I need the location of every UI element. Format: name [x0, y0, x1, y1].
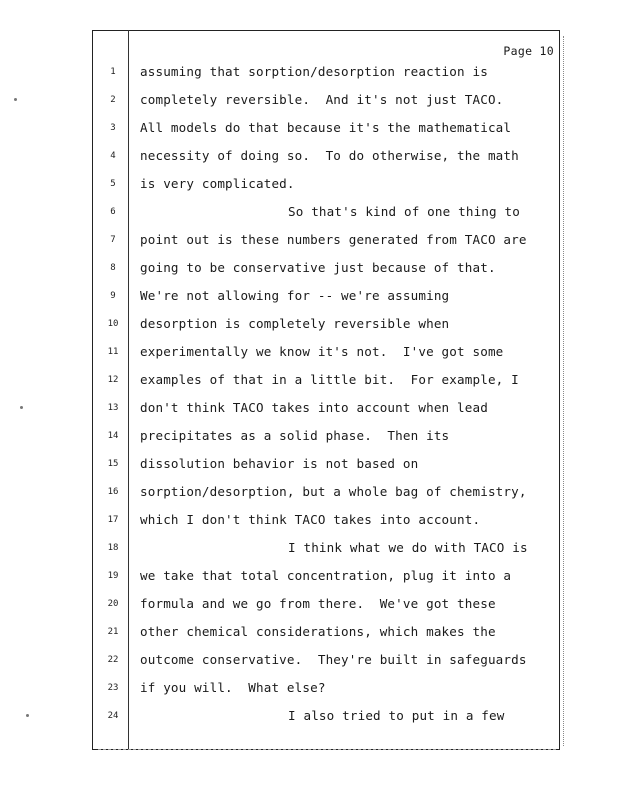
line-number: 22: [107, 655, 119, 665]
line-text: sorption/desorption, but a whole bag of chemistry,: [140, 484, 527, 499]
line-number: 6: [110, 207, 116, 217]
line-number: 3: [110, 123, 116, 133]
line-number: 7: [110, 235, 116, 245]
transcript-line: [92, 170, 560, 198]
line-text: dissolution behavior is not based on: [140, 456, 419, 471]
transcript-line: [92, 114, 560, 142]
transcript-line: [92, 58, 560, 86]
transcript-line: [92, 702, 560, 730]
transcript-line: [92, 86, 560, 114]
line-number: 23: [107, 683, 119, 693]
line-number: 9: [110, 291, 116, 301]
line-number: 18: [107, 543, 119, 553]
transcript-line: [92, 226, 560, 254]
line-text: completely reversible. And it's not just TACO.: [140, 92, 504, 107]
transcript-line: [92, 618, 560, 646]
transcript-line: [92, 310, 560, 338]
line-number: 4: [110, 151, 116, 161]
line-text: examples of that in a little bit. For example, I: [140, 372, 519, 387]
line-number: 17: [107, 515, 119, 525]
line-text: All models do that because it's the mathematical: [140, 120, 512, 135]
line-number: 20: [107, 599, 119, 609]
line-number: 21: [107, 627, 119, 637]
transcript-line: [92, 142, 560, 170]
line-text: going to be conservative just because of that.: [140, 260, 496, 275]
line-text: formula and we go from there. We've got these: [140, 596, 496, 611]
line-text: assuming that sorption/desorption reaction is: [140, 64, 488, 79]
line-text: point out is these numbers generated from TACO are: [140, 232, 527, 247]
scan-speck: [26, 714, 29, 717]
transcript-line: [92, 282, 560, 310]
line-number: 2: [110, 95, 116, 105]
transcript-line: [92, 422, 560, 450]
transcript-line: [92, 450, 560, 478]
line-text: is very complicated.: [140, 176, 295, 191]
transcript-line: [92, 590, 560, 618]
line-number: 11: [107, 347, 119, 357]
line-text: desorption is completely reversible when: [140, 316, 450, 331]
line-text: precipitates as a solid phase. Then its: [140, 428, 450, 443]
line-number: 19: [107, 571, 119, 581]
line-text: So that's kind of one thing to: [288, 204, 520, 219]
footer-rule: [98, 749, 556, 750]
line-text: experimentally we know it's not. I've got some: [140, 344, 504, 359]
transcript-line: [92, 478, 560, 506]
transcript-line: [92, 674, 560, 702]
scan-speck: [14, 98, 17, 101]
line-number: 24: [107, 711, 119, 721]
transcript-line: [92, 562, 560, 590]
transcript-lines: [92, 58, 560, 730]
line-text: don't think TACO takes into account when lead: [140, 400, 488, 415]
line-number: 1: [110, 67, 116, 77]
line-number: 12: [107, 375, 119, 385]
transcript-line: [92, 254, 560, 282]
line-number: 8: [110, 263, 116, 273]
page-number: Page 10: [503, 44, 554, 58]
transcript-line: [92, 394, 560, 422]
line-number: 14: [107, 431, 119, 441]
transcript-line: [92, 506, 560, 534]
line-text: other chemical considerations, which makes the: [140, 624, 496, 639]
line-text: if you will. What else?: [140, 680, 326, 695]
transcript-line: [92, 534, 560, 562]
line-number: 15: [107, 459, 119, 469]
line-text: I think what we do with TACO is: [288, 540, 528, 555]
scan-speck: [20, 406, 23, 409]
line-text: We're not allowing for -- we're assuming: [140, 288, 450, 303]
transcript-line: [92, 198, 560, 226]
transcript-line: [92, 366, 560, 394]
line-number: 10: [107, 319, 119, 329]
line-text: outcome conservative. They're built in safeguards: [140, 652, 527, 667]
transcript-line: [92, 338, 560, 366]
line-number: 16: [107, 487, 119, 497]
transcript-line: [92, 646, 560, 674]
line-text: necessity of doing so. To do otherwise, the math: [140, 148, 519, 163]
line-number: 13: [107, 403, 119, 413]
right-margin-edge: [563, 36, 564, 746]
line-text: which I don't think TACO takes into account.: [140, 512, 481, 527]
line-text: I also tried to put in a few: [288, 708, 505, 723]
line-number: 5: [110, 179, 116, 189]
line-text: we take that total concentration, plug it into a: [140, 568, 512, 583]
